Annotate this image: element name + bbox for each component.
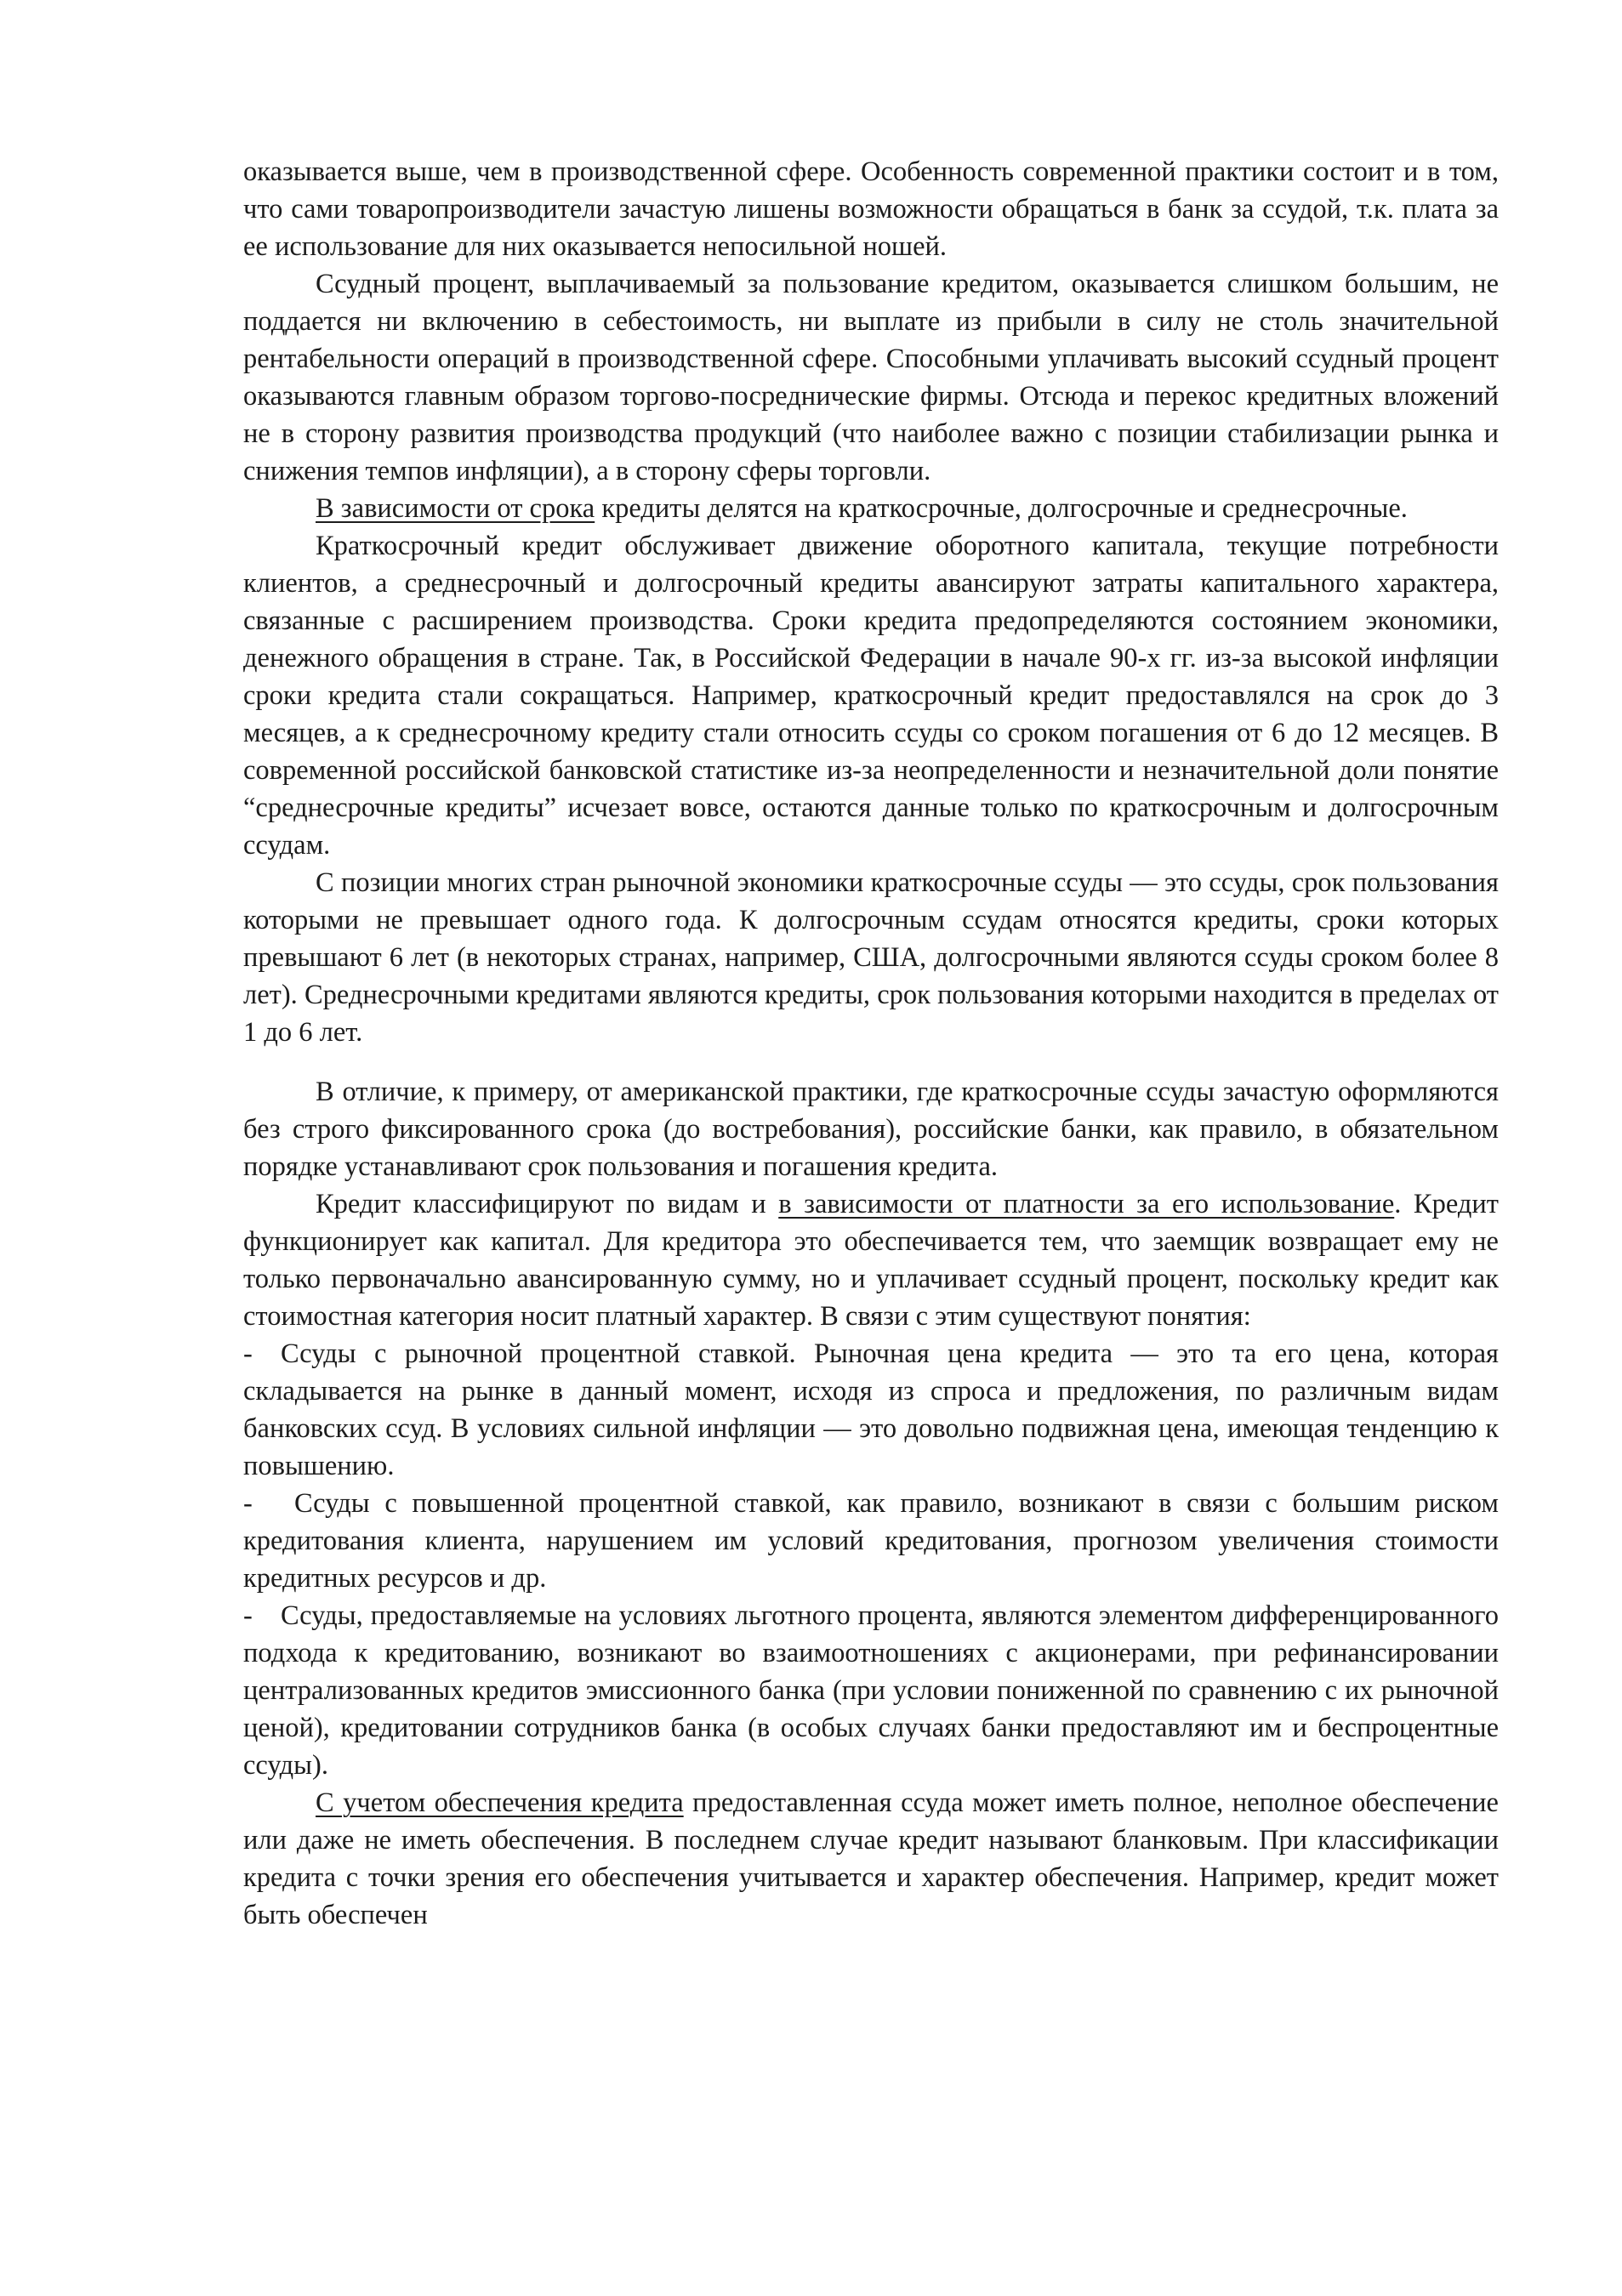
- bullet-item-preferential-rate: [243, 1597, 1499, 1784]
- term-heading-underlined: В зависимости от срока: [316, 493, 595, 524]
- paragraph-payment-classification: [243, 1185, 1499, 1335]
- payment-heading-underlined: в зависимости от платности за его использование: [778, 1189, 1395, 1219]
- paragraph-term-classification: [243, 490, 1499, 527]
- bullet-marker: -: [243, 1600, 253, 1631]
- bullet-marker: -: [243, 1338, 253, 1369]
- term-heading-rest: кредиты делятся на краткосрочные, долгосрочные и среднесрочные.: [595, 493, 1408, 524]
- paragraph-1: оказывается выше, чем в производственной сфере. Особенность современной практики состоит и в том, что сами товаропроизводители зачастую лишены возможности обращаться в банк за ссудой, т.к. плата за ее использование для них оказывается непосильной ношей.: [243, 156, 1499, 262]
- collateral-heading-underlined: С учетом обеспечения кредита: [316, 1787, 684, 1818]
- paragraph-collateral: [243, 1784, 1499, 1934]
- payment-lead: Кредит классифицируют по видам и: [316, 1189, 779, 1219]
- paragraph-loan-interest: Ссудный процент, выплачиваемый за пользование кредитом, оказывается слишком большим, не поддается ни включению в себестоимость, ни выплате из прибыли в силу не столь значительной рентабельности операций в производственной сфере. Способными уплачивать высокий ссудный процент оказываются главным образом торгово-посреднические фирмы. Отсюда и перекос кредитных вложений не в сторону развития производства продукций (что наиболее важно с позиции стабилизации рынка и снижения темпов инфляции), а в сторону сферы торговли.: [243, 269, 1499, 486]
- bullet-text: Ссуды с рыночной процентной ставкой. Рыночная цена кредита — это та его цена, которая складывается на рынке в данный момент, исходя из спроса и предложения, по различным видам банковских ссуд. В условиях сильной инфляции — это довольно подвижная цена, имеющая тенденцию к повышению.: [243, 1338, 1499, 1481]
- paragraph-market-economies: С позиции многих стран рыночной экономики краткосрочные ссуды — это ссуды, срок пользования которыми не превышает одного года. К долгосрочным ссудам относятся кредиты, сроки которых превышают 6 лет (в некоторых странах, например, США, долгосрочными являются ссуды сроком более 8 лет). Среднесрочными кредитами являются кредиты, срок пользования которыми находится в пределах от 1 до 6 лет.: [243, 867, 1499, 1048]
- payment-rest: . Кредит функционирует как капитал. Для кредитора это обеспечивается тем, что заемщик возвращает ему не только первоначально авансированную сумму, но и уплачивает ссудный процент, поскольку кредит как стоимостная категория носит платный характер. В связи с этим существуют понятия:: [243, 1189, 1499, 1332]
- bullet-item-increased-rate: [243, 1485, 1499, 1597]
- paragraph-short-term-credit: Краткосрочный кредит обслуживает движение оборотного капитала, текущие потребности клиентов, а среднесрочный и долгосрочный кредиты авансируют затраты капитального характера, связанные с расширением производства. Сроки кредита предопределяются состоянием экономики, денежного обращения в стране. Так, в Российской Федерации в начале 90-х гг. из-за высокой инфляции сроки кредита стали сокращаться. Например, краткосрочный кредит предоставлялся на срок до 3 месяцев, а к среднесрочному кредиту стали относить ссуды со сроком погашения от 6 до 12 месяцев. В современной российской банковской статистике из-за неопределенности и незначительной доли понятие “среднесрочные кредиты” исчезает вовсе, остаются данные только по краткосрочным и долгосрочным ссудам.: [243, 531, 1499, 861]
- bullet-item-market-rate: [243, 1335, 1499, 1485]
- paragraph-american-practice: В отличие, к примеру, от американской практики, где краткосрочные ссуды зачастую оформляются без строго фиксированного срока (до востребования), российские банки, как правило, в обязательном порядке устанавливают срок пользования и погашения кредита.: [243, 1077, 1499, 1182]
- collateral-rest: предоставленная ссуда может иметь полное, неполное обеспечение или даже не иметь обеспечения. В последнем случае кредит называют бланковым. При классификации кредита с точки зрения его обеспечения учитывается и характер обеспечения. Например, кредит может быть обеспечен: [243, 1787, 1499, 1930]
- bullet-text: Ссуды, предоставляемые на условиях льготного процента, являются элементом дифференцированного подхода к кредитованию, возникают во взаимоотношениях с акционерами, при рефинансировании централизованных кредитов эмиссионного банка (при условии пониженной по сравнению с их рыночной ценой), кредитовании сотрудников банка (в особых случаях банки предоставляют им и беспроцентные ссуды).: [243, 1600, 1499, 1781]
- bullet-marker: -: [243, 1488, 253, 1519]
- bullet-text: Ссуды с повышенной процентной ставкой, как правило, возникают в связи с большим риском кредитования клиента, нарушением им условий кредитования, прогнозом увеличения стоимости кредитных ресурсов и др.: [243, 1488, 1499, 1594]
- document-page: [243, 153, 1499, 1934]
